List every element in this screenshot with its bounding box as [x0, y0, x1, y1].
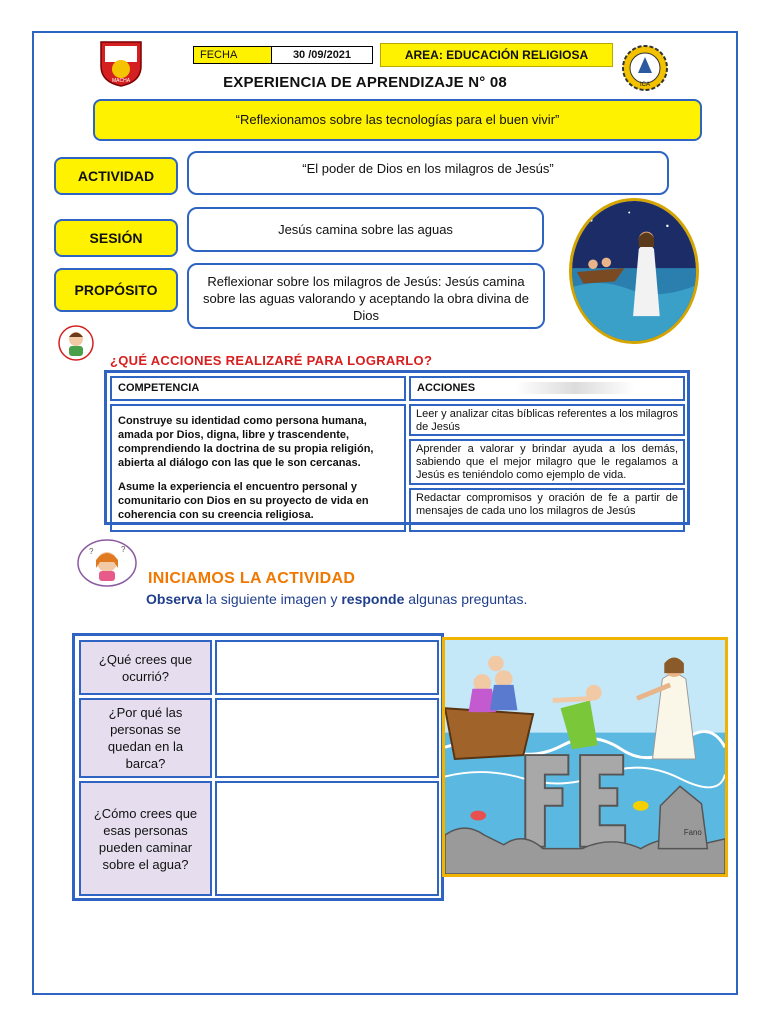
student-icon	[58, 325, 94, 361]
question-cell: ¿Cómo crees que esas personas pueden caminar sobre el agua?	[79, 781, 212, 896]
accion-item: Aprender a valorar y brindar ayuda a los demás, sabiendo que el mejor milagro que le regalamos a Jesús es teniéndolo como ejemplo de vida.	[409, 439, 685, 485]
blurred-decoration	[515, 382, 635, 394]
svg-text:?: ?	[89, 547, 94, 556]
proposito-label: PROPÓSITO	[54, 268, 178, 312]
actividad-label: ACTIVIDAD	[54, 157, 178, 195]
answer-cell[interactable]	[215, 781, 439, 896]
questions-table	[72, 633, 444, 901]
answer-cell[interactable]	[215, 698, 439, 778]
competencia-header: COMPETENCIA	[110, 376, 406, 401]
date-value: 30 /09/2021	[292, 49, 352, 61]
svg-text:MACHA: MACHA	[111, 78, 131, 84]
subject-area: AREA: EDUCACIÓN RELIGIOSA	[380, 43, 613, 67]
acciones-list	[409, 404, 685, 532]
gear-seal-icon	[618, 43, 672, 93]
date-field	[193, 46, 373, 64]
answer-cell[interactable]	[215, 640, 439, 695]
theme-banner: “Reflexionamos sobre las tecnologías para el buen vivir”	[93, 99, 702, 141]
svg-text:?: ?	[121, 545, 126, 554]
date-label: FECHA	[194, 47, 272, 63]
instructions-text: Observa la siguiente imagen y responde algunas preguntas.	[146, 591, 528, 607]
page-title: EXPERIENCIA DE APRENDIZAJE N° 08	[223, 74, 507, 91]
actividad-text: “El poder de Dios en los milagros de Jesús”	[187, 151, 669, 195]
competencia-paragraph-1: Construye su identidad como persona humana, amada por Dios, digna, libre y trascendente, comprendiendo la doctrina de su propia religión, abierta al diálogo con las que le son cercanas.	[118, 415, 374, 469]
svg-text:Fano: Fano	[683, 828, 702, 837]
competencia-paragraph-2: Asume la experiencia el encuentro personal y comunitario con Dios en su proyecto de vida en coherencia con su creencia religiosa.	[118, 481, 369, 521]
jesus-walking-on-water-image	[569, 198, 699, 344]
question-cell: ¿Por qué las personas se quedan en la barca?	[79, 698, 212, 778]
thinking-girl-icon	[77, 538, 137, 588]
acciones-header: ACCIONES	[409, 376, 685, 401]
competencia-table	[104, 370, 690, 525]
school-crest-icon	[96, 38, 146, 88]
competencia-description	[110, 404, 406, 532]
iniciamos-heading: INICIAMOS LA ACTIVIDAD	[148, 570, 356, 587]
accion-item: Leer y analizar citas bíblicas referentes a los milagros de Jesús	[409, 404, 685, 436]
sesion-label: SESIÓN	[54, 219, 178, 257]
acciones-section-title: ¿QUÉ ACCIONES REALIZARÉ PARA LOGRARLO?	[110, 353, 433, 368]
sesion-text: Jesús camina sobre las aguas	[187, 207, 544, 252]
accion-item: Redactar compromisos y oración de fe a partir de mensajes de cada uno los milagros de Jesús	[409, 488, 685, 532]
svg-text:ICA: ICA	[639, 82, 651, 88]
question-cell: ¿Qué crees que ocurrió?	[79, 640, 212, 695]
proposito-text: Reflexionar sobre los milagros de Jesús: Jesús camina sobre las aguas valorando y aceptando la obra divina de Dios	[187, 263, 545, 329]
faith-cartoon-image	[442, 637, 728, 877]
